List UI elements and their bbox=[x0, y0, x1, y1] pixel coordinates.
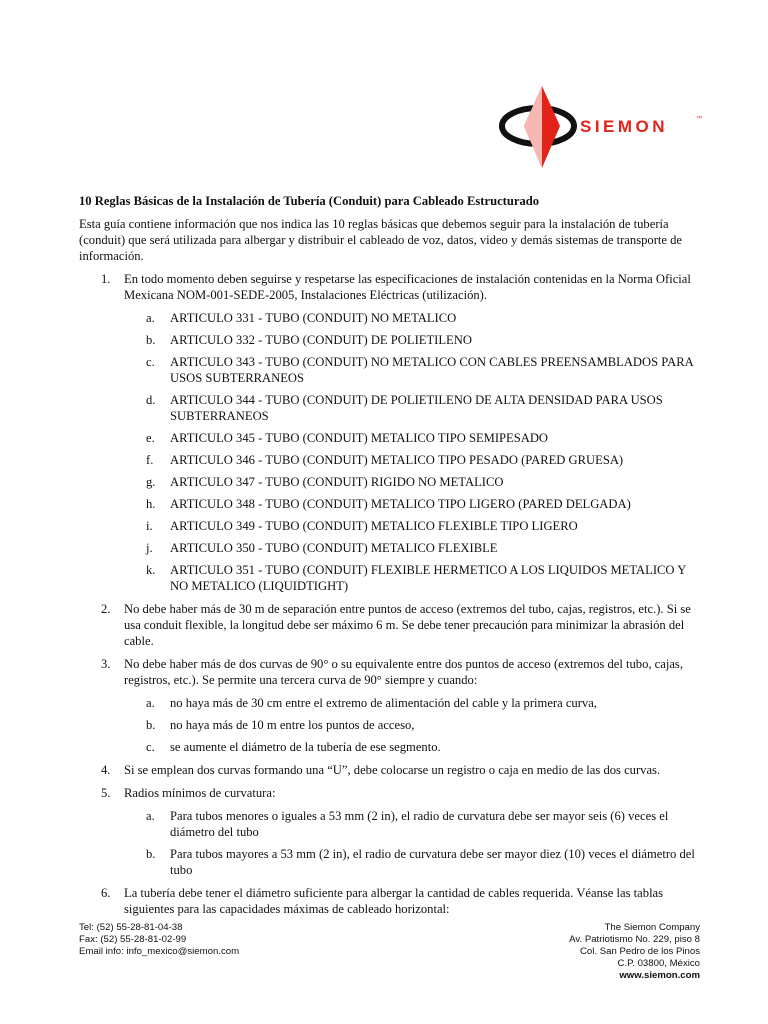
sub-item bbox=[124, 474, 695, 490]
sub-item bbox=[124, 717, 695, 733]
sub-item bbox=[124, 695, 695, 711]
sub-item-text: ARTICULO 343 - TUBO (CONDUIT) NO METALICO CON CABLES PREENSAMBLADOS PARA USOS SUBTERRANEOS bbox=[170, 355, 694, 385]
rule-text: La tubería debe tener el diámetro suficiente para albergar la cantidad de cables requerida. Véanse las tablas siguientes para las capacidades máximas de cableado horizontal: bbox=[124, 886, 664, 916]
sub-item-text: ARTICULO 350 - TUBO (CONDUIT) METALICO FLEXIBLE bbox=[170, 541, 498, 555]
footer-company: The Siemon Company bbox=[604, 922, 700, 933]
sub-item-letter: c. bbox=[146, 355, 155, 369]
footer-address bbox=[569, 922, 700, 982]
sub-list bbox=[124, 695, 695, 755]
sub-item bbox=[124, 808, 695, 840]
sub-item-text: ARTICULO 347 - TUBO (CONDUIT) RIGIDO NO METALICO bbox=[170, 475, 504, 489]
sub-item-text: ARTICULO 332 - TUBO (CONDUIT) DE POLIETILENO bbox=[170, 333, 472, 347]
sub-item bbox=[124, 739, 695, 755]
sub-item-letter: h. bbox=[146, 497, 156, 511]
siemon-logo bbox=[498, 86, 708, 168]
rule-number: 6. bbox=[101, 886, 111, 900]
rule-number: 2. bbox=[101, 602, 111, 616]
sub-item-text: ARTICULO 346 - TUBO (CONDUIT) METALICO TIPO PESADO (PARED GRUESA) bbox=[170, 453, 624, 467]
document-body bbox=[79, 193, 695, 924]
sub-item-text: Para tubos mayores a 53 mm (2 in), el radio de curvatura debe ser mayor diez (10) veces el diámetro del tubo bbox=[170, 847, 695, 877]
sub-item-text: se aumente el diámetro de la tubería de ese segmento. bbox=[170, 740, 441, 754]
sub-item-letter: f. bbox=[146, 453, 154, 467]
sub-item-letter: a. bbox=[146, 311, 155, 325]
sub-item-text: Para tubos menores o iguales a 53 mm (2 in), el radio de curvatura debe ser mayor seis (6) veces el diámetro del tubo bbox=[170, 809, 669, 839]
rule-item bbox=[79, 885, 695, 917]
sub-item-letter: b. bbox=[146, 718, 156, 732]
sub-item-text: no haya más de 10 m entre los puntos de acceso, bbox=[170, 718, 415, 732]
sub-item-text: no haya más de 30 cm entre el extremo de alimentación del cable y la primera curva, bbox=[170, 696, 597, 710]
sub-item-letter: d. bbox=[146, 393, 156, 407]
sub-item bbox=[124, 452, 695, 468]
footer-colonia: Col. San Pedro de los Pinos bbox=[580, 946, 700, 957]
sub-item-letter: b. bbox=[146, 847, 156, 861]
sub-item-letter: a. bbox=[146, 696, 155, 710]
rules-list bbox=[79, 271, 695, 917]
footer-contact bbox=[79, 922, 239, 958]
sub-item-letter: j. bbox=[146, 541, 153, 555]
footer-website-link[interactable]: www.siemon.com bbox=[619, 970, 700, 981]
sub-item-letter: b. bbox=[146, 333, 156, 347]
sub-item bbox=[124, 518, 695, 534]
sub-item-text: ARTICULO 345 - TUBO (CONDUIT) METALICO TIPO SEMIPESADO bbox=[170, 431, 549, 445]
footer-email: Email info: info_mexico@siemon.com bbox=[79, 946, 240, 957]
rule-text: No debe haber más de 30 m de separación entre puntos de acceso (extremos del tubo, cajas, registros, etc.). Si se usa conduit flexible, la longitud debe ser máximo 6 m. Se debe tener precaución para minimizar la abrasión del cable. bbox=[124, 602, 691, 648]
footer-fax: Fax: (52) 55-28-81-02-99 bbox=[79, 934, 187, 945]
rule-number: 1. bbox=[101, 272, 111, 286]
footer-street: Av. Patriotismo No. 229, piso 8 bbox=[569, 934, 700, 945]
rule-text: En todo momento deben seguirse y respetarse las especificaciones de instalación contenidas en la Norma Oficial Mexicana NOM-001-SEDE-2005, Instalaciones Eléctricas (utilización). bbox=[124, 272, 691, 302]
rule-text: Radios mínimos de curvatura: bbox=[124, 786, 276, 800]
rule-item bbox=[79, 785, 695, 878]
rule-item bbox=[79, 271, 695, 594]
sub-item-letter: g. bbox=[146, 475, 156, 489]
footer-postal: C.P. 03800, México bbox=[617, 958, 700, 969]
sub-item-letter: i. bbox=[146, 519, 153, 533]
sub-item-letter: a. bbox=[146, 809, 155, 823]
rule-number: 5. bbox=[101, 786, 111, 800]
sub-item bbox=[124, 562, 695, 594]
rule-text: No debe haber más de dos curvas de 90° o su equivalente entre dos puntos de acceso (extremos del tubo, cajas, registros, etc.). Se permite una tercera curva de 90° siempre y cuando: bbox=[124, 657, 683, 687]
sub-item bbox=[124, 332, 695, 348]
sub-item bbox=[124, 354, 695, 386]
sub-list bbox=[124, 310, 695, 594]
sub-item-letter: k. bbox=[146, 563, 156, 577]
document-title: 10 Reglas Básicas de la Instalación de Tubería (Conduit) para Cableado Estructurado bbox=[79, 194, 540, 208]
rule-number: 4. bbox=[101, 763, 111, 777]
footer-phone: Tel: (52) 55-28-81-04-38 bbox=[79, 922, 183, 933]
sub-item bbox=[124, 430, 695, 446]
sub-item-text: ARTICULO 351 - TUBO (CONDUIT) FLEXIBLE HERMETICO A LOS LIQUIDOS METALICO Y NO METALICO (LIQUIDTIGHT) bbox=[170, 563, 686, 593]
rule-item bbox=[79, 762, 695, 778]
sub-item bbox=[124, 310, 695, 326]
sub-item-text: ARTICULO 349 - TUBO (CONDUIT) METALICO FLEXIBLE TIPO LIGERO bbox=[170, 519, 578, 533]
sub-item bbox=[124, 496, 695, 512]
logo-trademark: ™ bbox=[696, 116, 702, 122]
rule-item bbox=[79, 601, 695, 649]
logo-wordmark: SIEMON bbox=[580, 117, 669, 136]
sub-item-text: ARTICULO 331 - TUBO (CONDUIT) NO METALICO bbox=[170, 311, 457, 325]
intro-paragraph: Esta guía contiene información que nos indica las 10 reglas básicas que debemos seguir para la instalación de tubería (conduit) que será utilizada para albergar y distribuir el cableado de voz, datos, video y demás sistemas de transporte de información. bbox=[79, 217, 683, 263]
rule-item bbox=[79, 656, 695, 755]
sub-item bbox=[124, 540, 695, 556]
sub-item-text: ARTICULO 348 - TUBO (CONDUIT) METALICO TIPO LIGERO (PARED DELGADA) bbox=[170, 497, 631, 511]
sub-item-text: ARTICULO 344 - TUBO (CONDUIT) DE POLIETILENO DE ALTA DENSIDAD PARA USOS SUBTERRANEOS bbox=[170, 393, 663, 423]
sub-item-letter: c. bbox=[146, 740, 155, 754]
sub-item-letter: e. bbox=[146, 431, 155, 445]
sub-list bbox=[124, 808, 695, 878]
rule-text: Si se emplean dos curvas formando una “U”, debe colocarse un registro o caja en medio de las dos curvas. bbox=[124, 763, 661, 777]
rule-number: 3. bbox=[101, 657, 111, 671]
sub-item bbox=[124, 392, 695, 424]
sub-item bbox=[124, 846, 695, 878]
